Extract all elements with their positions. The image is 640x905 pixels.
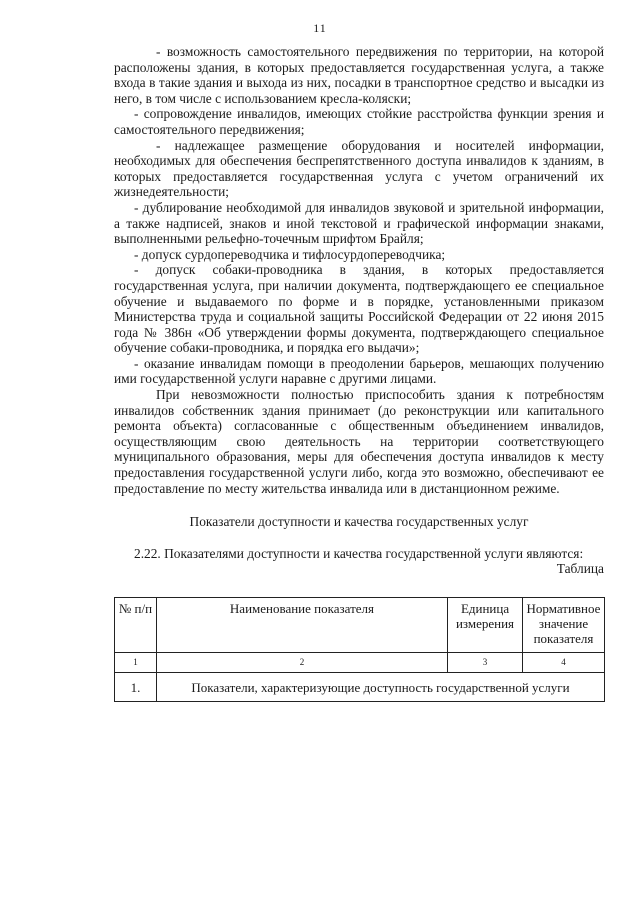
page-number: 11 <box>313 21 327 35</box>
row-number: 1. <box>115 673 157 702</box>
table-row <box>115 673 605 702</box>
table-header-row <box>115 598 605 653</box>
paragraph: - оказание инвалидам помощи в преодолении барьеров, мешающих получению ими государственной услуги наравне с другими лицами. <box>114 355 604 387</box>
section-heading: Показатели доступности и качества государственных услуг <box>189 514 529 530</box>
column-number: 4 <box>522 653 604 673</box>
header-cell-unit: Единица измерения <box>448 598 523 653</box>
table-column-numbers-row <box>115 653 605 673</box>
column-number: 2 <box>156 653 447 673</box>
paragraph: - сопровождение инвалидов, имеющих стойкие расстройства функции зрения и самостоятельного передвижения; <box>114 106 604 137</box>
paragraph: При невозможности полностью приспособить здания к потребностям инвалидов собственник здания принимает (до реконструкции или капитального ремонта объекта) согласованные с общественным объединением инвалидов, осуществляющим свою деятельность на территории соответствующего муниципального образования, меры для обеспечения доступа инвалидов к месту предоставления государственной услуги либо, когда это возможно, обеспечивают ее предоставление по месту жительства инвалида или в дистанционном режиме. <box>114 387 604 496</box>
row-text: Показатели, характеризующие доступность государственной услуги <box>156 673 604 702</box>
column-number: 3 <box>448 653 523 673</box>
paragraph: - допуск собаки-проводника в здания, в которых предоставляется государственная услуга, при наличии документа, подтверждающего ее специальное обучение и выдаваемого по форме и в порядке, установленными приказом Министерства труда и социальной защиты Российской Федерации от 22 июня 2015 года № 386н «Об утверждении формы документа, подтверждающего специальное обучение собаки-проводника, и порядка его выдачи»; <box>114 262 604 356</box>
document-body <box>114 44 604 577</box>
header-cell-num: № п/п <box>115 598 157 653</box>
paragraph: - допуск сурдопереводчика и тифлосурдопереводчика; <box>134 246 446 262</box>
paragraph: - возможность самостоятельного передвижения по территории, на которой расположены здания, в которых предоставляется государственная услуга, а также входа в такие здания и выхода из них, посадки в транспортное средство и высадки из него, в том числе с использованием кресла-коляски; <box>114 44 604 106</box>
header-cell-name: Наименование показателя <box>156 598 447 653</box>
indicators-table <box>114 597 605 702</box>
paragraph: - дублирование необходимой для инвалидов звуковой и зрительной информации, а также надписей, знаков и иной текстовой и графической информации знаками, выполненными рельефно-точечным шрифтом Брайля; <box>114 199 604 247</box>
column-number: 1 <box>115 653 157 673</box>
table-label: Таблица <box>556 561 604 577</box>
clause-text: 2.22. Показателями доступности и качества государственной услуги являются: <box>134 545 584 561</box>
paragraph: - надлежащее размещение оборудования и носителей информации, необходимых для обеспечения беспрепятственного доступа инвалидов к зданиям, в которых предоставляется государственная услуга с учетом ограничений их жизнедеятельности; <box>114 137 604 200</box>
header-cell-norm: Нормативное значение показателя <box>522 598 604 653</box>
